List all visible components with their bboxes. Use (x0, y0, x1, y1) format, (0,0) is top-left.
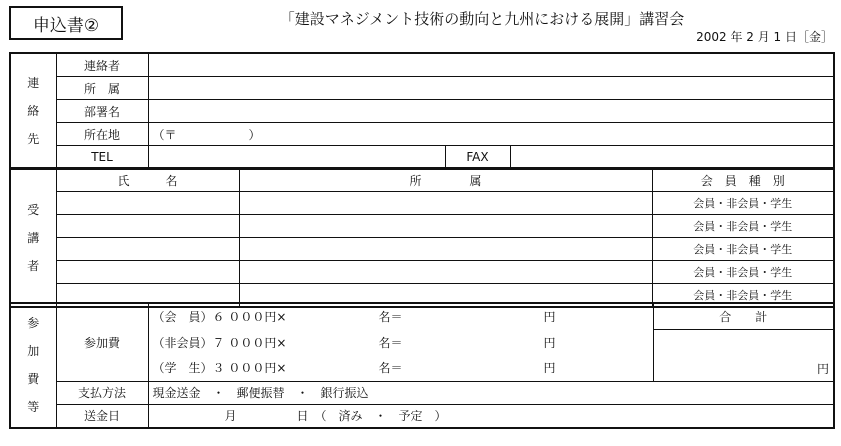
attendee-row (10, 238, 834, 261)
fee-line-student[interactable] (148, 355, 653, 381)
form-label: 申込書② (9, 6, 123, 40)
contact-table (9, 52, 835, 170)
fees-table (9, 302, 835, 429)
total-label: 合 計 (653, 303, 834, 329)
send-date-field[interactable]: 月 日 （ 済み ・ 予定 ） (148, 404, 834, 428)
fee-line-unit: 円 (543, 335, 556, 350)
fee-line-count: 名＝ (378, 310, 403, 324)
attendee-name-field[interactable] (56, 261, 239, 284)
affiliation-label: 所 属 (56, 77, 148, 100)
fees-section-label: 参 加 費 等 (10, 303, 56, 428)
member-type-option[interactable]: 会員・非会員・学生 (652, 284, 834, 308)
attendees-section-label: 受 講 者 (10, 168, 56, 307)
fee-line-member[interactable] (148, 303, 653, 329)
member-type-column-header: 会 員 種 別 (652, 168, 834, 192)
tel-field[interactable] (148, 146, 445, 170)
attendee-name-field[interactable] (56, 238, 239, 261)
department-label: 部署名 (56, 100, 148, 123)
attendees-table (9, 167, 835, 308)
payment-method-options[interactable]: 現金送金 ・ 郵便振替 ・ 銀行振込 (148, 381, 834, 404)
department-field[interactable] (148, 100, 834, 123)
fax-field[interactable] (510, 146, 834, 170)
affiliation-column-header: 所 属 (239, 168, 652, 192)
contact-person-label: 連絡者 (56, 53, 148, 77)
fee-label: 参加費 (56, 303, 148, 381)
attendee-row (10, 192, 834, 215)
fee-line-desc: （非会員）７ ０００円× (152, 335, 287, 350)
fee-line-unit: 円 (543, 361, 556, 376)
name-column-header: 氏 名 (56, 168, 239, 192)
payment-method-label: 支払方法 (56, 381, 148, 404)
attendee-affiliation-field[interactable] (239, 261, 652, 284)
attendee-affiliation-field[interactable] (239, 215, 652, 238)
member-type-option[interactable]: 会員・非会員・学生 (652, 215, 834, 238)
attendee-affiliation-field[interactable] (239, 192, 652, 215)
fax-label: FAX (445, 146, 510, 170)
affiliation-field[interactable] (148, 77, 834, 100)
attendee-name-field[interactable] (56, 215, 239, 238)
fee-line-nonmember[interactable] (148, 329, 653, 355)
total-field[interactable]: 円 (653, 329, 834, 381)
send-date-label: 送金日 (56, 404, 148, 428)
attendee-row (10, 215, 834, 238)
attendee-affiliation-field[interactable] (239, 238, 652, 261)
tel-label: TEL (56, 146, 148, 170)
event-date: 2002 年 2 月 1 日［金］ (696, 30, 833, 44)
fee-line-unit: 円 (543, 310, 556, 324)
fee-line-desc: （学 生）３ ０００円× (152, 361, 287, 376)
address-field[interactable]: （〒 ） (148, 123, 834, 146)
attendee-name-field[interactable] (56, 192, 239, 215)
member-type-option[interactable]: 会員・非会員・学生 (652, 192, 834, 215)
contact-section-label: 連 絡 先 (10, 53, 56, 169)
attendee-row (10, 261, 834, 284)
fee-line-desc: （会 員）６ ０００円× (152, 310, 287, 324)
contact-person-field[interactable] (148, 53, 834, 77)
page-title: 「建設マネジメント技術の動向と九州における展開」講習会 (279, 10, 685, 28)
member-type-option[interactable]: 会員・非会員・学生 (652, 261, 834, 284)
address-label: 所在地 (56, 123, 148, 146)
fee-line-count: 名＝ (378, 361, 403, 376)
fee-line-count: 名＝ (378, 335, 403, 350)
member-type-option[interactable]: 会員・非会員・学生 (652, 238, 834, 261)
